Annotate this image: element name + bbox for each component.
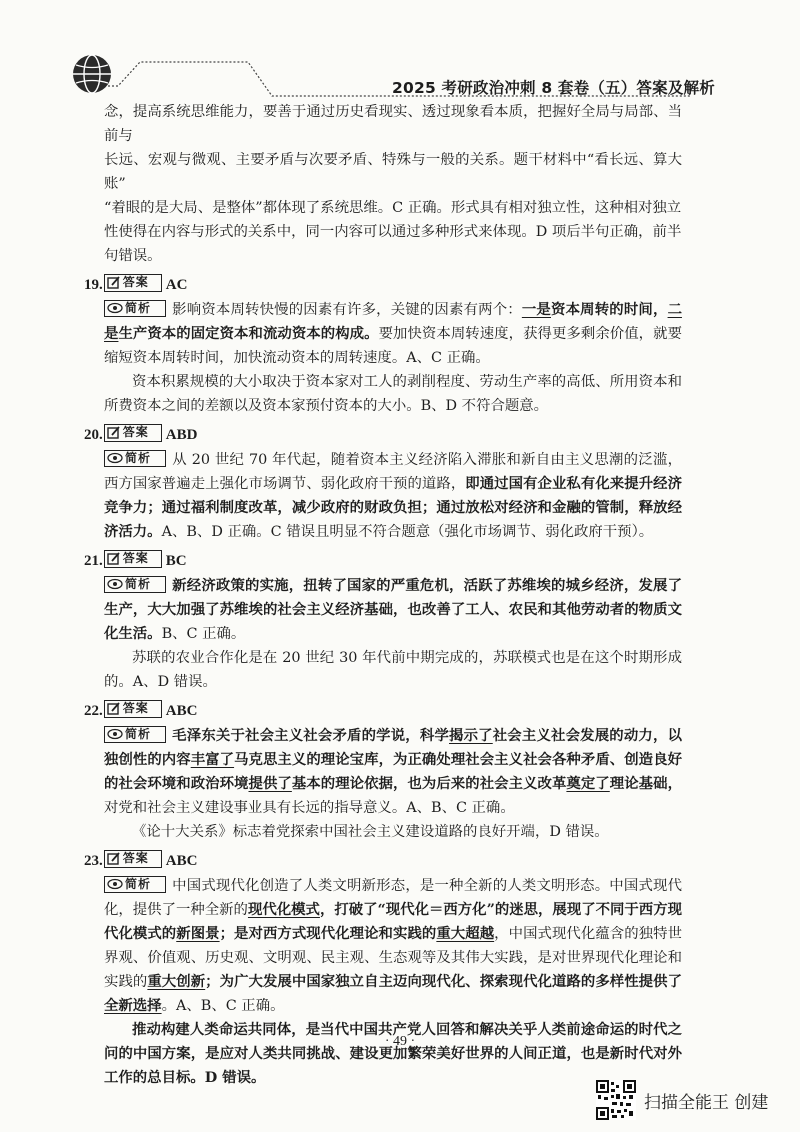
- answer-label: 答案: [122, 851, 149, 865]
- question-number: 22.: [84, 703, 103, 719]
- key-phrase: 一是: [521, 301, 551, 318]
- eye-icon: [107, 578, 123, 590]
- question-19-header: [84, 272, 682, 296]
- key-point: 基本的理论依据，也为后来的社会主义改革: [291, 775, 567, 792]
- question-20-analysis: [104, 448, 682, 544]
- key-point: 生产资本的固定资本和流动资本的构成。: [118, 325, 379, 342]
- key-point: 马克思主义的理论宝库，为正确处理社会主义社会各种矛盾、创造良好的社会环境和政治环境: [104, 751, 682, 792]
- key-point: 理论基础，: [609, 775, 682, 792]
- answer-tag: [104, 850, 162, 868]
- pencil-icon: [107, 852, 121, 865]
- qr-code-icon: [596, 1080, 636, 1120]
- analysis-label: 简析: [125, 301, 152, 315]
- question-22-extra: 《论十大关系》标志着党探索中国社会主义建设道路的良好开端，D 错误。: [132, 824, 609, 840]
- question-23-analysis: [104, 874, 682, 1018]
- question-23-extra: 推动构建人类命运共同体，是当代中国共产党人回答和解决关乎人类前途命运的时代之问的中国方案，是应对人类共同挑战、建设更加繁荣美好世界的人间正道，也是新时代对外工作的总目标。D 错误。: [104, 1021, 682, 1086]
- analysis-tag: [104, 450, 166, 467]
- key-point: 即通过国有企业私有化来提升经济竞争力；通过福利制度改革，减少政府的财政负担；通过放松对经济和金融的管制，释放经济活力。: [104, 475, 682, 540]
- analysis-tag: [104, 726, 166, 743]
- analysis-tag: [104, 876, 166, 893]
- key-phrase: 二是: [104, 301, 682, 342]
- analysis-text: 从 20 世纪 70 年代起，随着资本主义经济陷入滞胀和新自由主义思潮的泛滥，西方国家普遍走上强化市场调节、弱化政府干预的道路，: [104, 452, 682, 492]
- key-phrase: 全新选择: [104, 997, 162, 1014]
- key-phrase: 揭示了: [449, 727, 493, 744]
- eye-icon: [107, 302, 123, 314]
- text-line: 念，提高系统思维能力，要善于通过历史看现实、透过现象看本质，把握好全局与局部、当前与: [104, 104, 682, 144]
- pencil-icon: [107, 426, 121, 439]
- eye-icon: [107, 452, 123, 464]
- continued-analysis: [104, 100, 682, 268]
- analysis-text: 对党和社会主义建设事业具有长远的指导意义。A、B、C 正确。: [104, 800, 515, 816]
- analysis-text: 。A、B、C 正确。: [161, 998, 285, 1014]
- question-number: 20.: [84, 427, 103, 443]
- answer-tag: [104, 274, 162, 292]
- question-23-header: [84, 848, 682, 872]
- key-phrase: 奠定了: [566, 775, 610, 792]
- analysis-tag: [104, 300, 166, 317]
- analysis-text: ，中国式现代化蕴含的独特世界观、价值观、历史观、文明观、民主观、生态观等及其伟大实践，是对世界现代化理论和实践的: [104, 926, 682, 990]
- answer-label: 答案: [122, 425, 149, 439]
- document-title: 2025 考研政治冲刺 8 套卷（五）答案及解析: [392, 79, 715, 97]
- key-phrase: 提供了: [248, 775, 292, 792]
- question-19-analysis: [104, 298, 682, 370]
- text-line: 长远、宏观与微观、主要矛盾与次要矛盾、特殊与一般的关系。题干材料中“看长远、算大账”: [104, 152, 682, 192]
- answer-label: 答案: [122, 701, 149, 715]
- question-number: 21.: [84, 553, 103, 569]
- page-header: [0, 0, 800, 100]
- key-point: ，打破了“现代化＝西方化”的迷思，展现了不同于西方现代化模式的: [104, 901, 682, 942]
- answer-tag: [104, 424, 162, 442]
- pencil-icon: [107, 276, 121, 289]
- key-point: 新经济政策的实施，扭转了国家的严重危机，活跃了苏维埃的城乡经济，发展了生产，大大加强了苏维埃的社会主义经济基础，也改善了工人、农民和其他劳动者的物质文化生活。: [104, 577, 682, 642]
- question-21-extra: 苏联的农业合作化是在 20 世纪 30 年代前中期完成的，苏联模式也是在这个时期形成的。A、D 错误。: [104, 650, 682, 690]
- eye-icon: [107, 878, 123, 890]
- eye-icon: [107, 728, 123, 740]
- answer-value: ABD: [165, 427, 198, 443]
- analysis-text: 影响资本周转快慢的因素有许多，关键的因素有两个：: [172, 302, 522, 318]
- key-phrase: 丰富了: [190, 751, 235, 768]
- key-point: 毛泽东关于社会主义社会矛盾的学说，科学: [172, 727, 450, 744]
- key-phrase: 现代化模式: [247, 901, 320, 918]
- question-22-header: [84, 698, 682, 722]
- answer-value: BC: [165, 553, 187, 569]
- question-21-analysis: [104, 574, 682, 646]
- analysis-label: 简析: [125, 451, 152, 465]
- text-line: 性使得在内容与形式的关系中，同一内容可以通过多种形式来体现。D 项后半句正确，前半: [104, 224, 682, 240]
- answer-value: AC: [165, 277, 188, 293]
- analysis-text: 要加快资本周转速度，获得更多剩余价值，就要缩短资本周转时间，加快流动资本的周转速度。A、C 正确。: [104, 326, 682, 366]
- question-19-extra: 资本积累规模的大小取决于资本家对工人的剥削程度、劳动生产率的高低、所用资本和所费资本之间的差额以及资本家预付资本的大小。B、D 不符合题意。: [104, 374, 682, 414]
- question-22-analysis: [104, 724, 682, 820]
- analysis-label: 简析: [125, 577, 152, 591]
- analysis-label: 简析: [125, 727, 152, 741]
- answer-value: ABC: [165, 703, 198, 719]
- text-line: 句错误。: [104, 248, 162, 264]
- key-point: 社会主义社会发展的动力，以独创性的内容: [104, 727, 682, 768]
- key-point: ；为广大发展中国家独立自主迈向现代化、探索现代化道路的多样性提供了: [205, 973, 682, 990]
- answer-tag: [104, 550, 162, 568]
- page-number: · 49 ·: [384, 1034, 416, 1049]
- answer-label: 答案: [122, 275, 149, 289]
- answer-label: 答案: [122, 551, 149, 565]
- answer-value: ABC: [165, 853, 198, 869]
- analysis-tag: [104, 576, 166, 593]
- question-number: 23.: [84, 853, 103, 869]
- question-21-header: [84, 548, 682, 572]
- key-phrase: 新图景: [176, 925, 220, 942]
- question-number: 19.: [84, 277, 103, 293]
- key-phrase: 重大创新: [147, 973, 206, 990]
- answer-tag: [104, 700, 162, 718]
- pencil-icon: [107, 702, 121, 715]
- key-point: ；是对西方式现代化理论和实践的: [219, 925, 437, 942]
- analysis-label: 简析: [125, 877, 152, 891]
- answer-content: [84, 100, 682, 1090]
- question-20-header: [84, 422, 682, 446]
- analysis-text: A、B、D 正确。C 错误且明显不符合题意（强化市场调节、弱化政府干预）。: [161, 524, 654, 540]
- pencil-icon: [107, 552, 121, 565]
- scanner-label: 扫描全能王 创建: [644, 1093, 769, 1113]
- text-line: “着眼的是大局、是整体”都体现了系统思维。C 正确。形式具有相对独立性，这种相对独立: [104, 200, 682, 216]
- key-point: 资本周转的时间，: [551, 301, 668, 318]
- analysis-text: B、C 正确。: [161, 626, 246, 642]
- analysis-text: 中国式现代化创造了人类文明新形态，是一种全新的人类文明形态。中国式现代化，提供了一种全新的: [104, 878, 682, 918]
- key-phrase: 重大超越: [436, 925, 495, 942]
- globe-logo-icon: [70, 52, 114, 96]
